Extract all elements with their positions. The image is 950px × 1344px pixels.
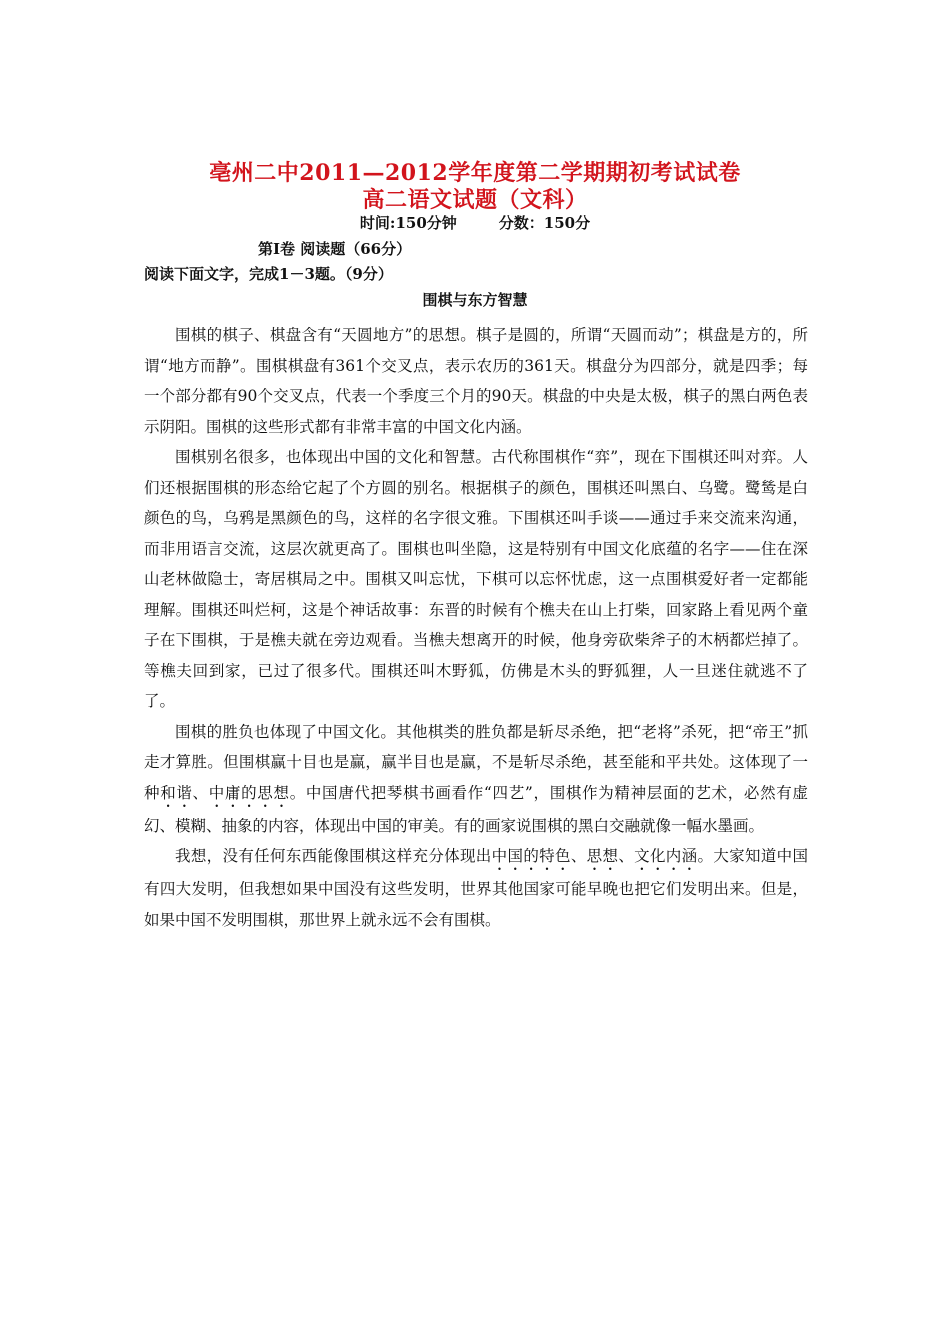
paragraph-1: 围棋的棋子、棋盘含有“天圆地方”的思想。棋子是圆的，所谓“天圆而动”；棋盘是方的，所谓“地方而静”。围棋棋盘有361个交叉点，表示农历的361天。棋盘分为四部分，就是四季；每一个部分都有90个交叉点，代表一个季度三个月的90天。棋盘的中央是太极，棋子的黑白两色表示阴阳。围棋的这些形式都有非常丰富的中国文化内涵。: [144, 326, 808, 436]
exam-time: 时间:150分钟: [359, 214, 457, 232]
paragraph-2: 围棋别名很多，也体现出中国的文化和智慧。古代称围棋作“弈”，现在下围棋还叫对弈。人们还根据围棋的形态给它起了个方圆的别名。根据棋子的颜色，围棋还叫黑白、乌鹭。鹭鸶是白颜色的鸟，乌鸦是黑颜色的鸟，这样的名字很文雅。下围棋还叫手谈——通过手来交流来沟通，而非用语言交流，这层次就更高了。围棋也叫坐隐，这是特别有中国文化底蕴的名字——住在深山老林做隐士，寄居棋局之中。围棋又叫忘忧，下棋可以忘怀忧虑，这一点围棋爱好者一定都能理解。围棋还叫烂柯，这是个神话故事：东晋的时候有个樵夫在山上打柴，回家路上看见两个童子在下围棋，于是樵夫就在旁边观看。当樵夫想离开的时候，他身旁砍柴斧子的木柄都烂掉了。等樵夫回到家，已过了很多代。围棋还叫木野狐，仿佛是木头的野狐狸，人一旦迷住就逃不了了。: [144, 448, 808, 710]
emphasized-phrase: 和谐、中庸的思想: [160, 783, 290, 802]
article-title: 围棋与东方智慧: [422, 291, 528, 309]
exam-subtitle: 高二语文试题（文科）: [362, 187, 588, 213]
exam-score: 分数：150分: [498, 214, 591, 232]
article-body: [144, 320, 808, 935]
paragraph-4: [144, 841, 808, 935]
paragraph-4-text-b: 。大家知道中国有四大发明，但我想如果中国没有这些发明，世界其他国家可能早晚也把它们发明出来。但是，如果中国不发明围棋，那世界上就永远不会有围棋。: [144, 847, 808, 929]
section-heading: 第Ⅰ卷 阅读题（66分）: [258, 240, 412, 258]
paragraph-3-text-a: 围棋的胜负也体现了中国文化。其他棋类的胜负都是斩尽杀绝，把“老将”杀死，把“帝王”抓走才算胜。但围棋赢十目也是赢，赢半目也是赢，不是斩尽杀绝，甚至能和平共处。这体现了一种: [144, 722, 808, 802]
emphasized-phrase: 中国的特色、思想、文化内涵: [491, 847, 698, 865]
question-instruction: 阅读下面文字，完成1－3题。（9分）: [144, 265, 393, 283]
exam-meta: [0, 213, 950, 233]
exam-title: 亳州二中2011—2012学年度第二学期期初考试试卷: [209, 160, 741, 186]
paragraph-3-text-b: 。中国唐代把琴棋书画看作“四艺”，围棋作为精神层面的艺术，必然有虚幻、模糊、抽象的内容，体现出中国的审美。有的画家说围棋的黑白交融就像一幅水墨画。: [144, 783, 808, 835]
paragraph-3: [144, 717, 808, 842]
paragraph-4-text-a: 我想，没有任何东西能像围棋这样充分体现出: [175, 847, 492, 865]
